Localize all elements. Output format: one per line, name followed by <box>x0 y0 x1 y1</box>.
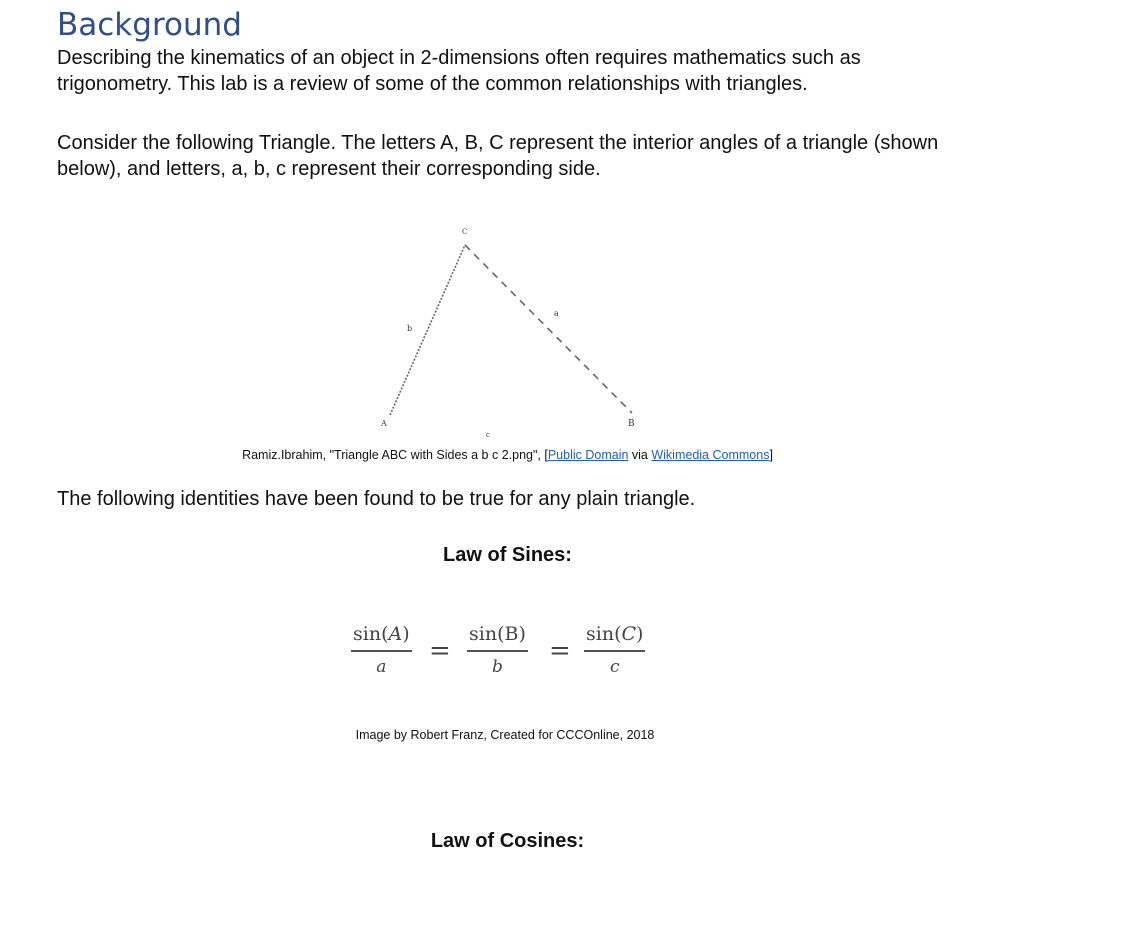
equals-sign: = <box>429 636 451 666</box>
denominator-a: a <box>376 657 387 677</box>
triangle-description-paragraph: Consider the following Triangle. The letters A, B, C represent the interior angles of a triangle (shown below), and letters, a, b, c represent their corresponding side. <box>57 132 939 180</box>
fraction-bar <box>584 650 645 652</box>
section-heading: Background <box>57 7 242 43</box>
vertex-b-label: B <box>628 419 635 429</box>
triangle-figure <box>340 210 660 445</box>
caption-suffix: ] <box>769 448 773 462</box>
side-a-label: a <box>554 309 559 318</box>
image-credit: Image by Robert Franz, Created for CCCOnline, 2018 <box>355 728 655 742</box>
fraction-sin-a <box>351 620 412 678</box>
vertex-a-label: A <box>381 419 387 428</box>
triangle-diagram <box>340 210 660 445</box>
fraction-bar <box>467 650 528 652</box>
numerator-sin-a: sin(A) <box>353 623 410 645</box>
figure-caption <box>0 447 1015 463</box>
wikimedia-commons-link[interactable]: Wikimedia Commons <box>651 448 770 462</box>
caption-via: via <box>628 448 652 462</box>
denominator-c: c <box>609 657 620 677</box>
numerator-sin-b: sin(B) <box>469 623 526 645</box>
side-b-label: b <box>407 324 413 333</box>
side-b-line <box>390 245 465 415</box>
denominator-b: b <box>491 657 503 677</box>
numerator-sin-c: sin(C) <box>586 623 644 645</box>
law-of-sines-formula <box>345 620 675 685</box>
side-c-label: c <box>486 431 490 439</box>
law-of-cosines-title: Law of Cosines: <box>430 830 585 852</box>
intro-paragraph: Describing the kinematics of an object in 2-dimensions often requires mathematics such as trigonometry. This lab is a review of some of the common relationships with triangles. <box>57 47 861 95</box>
identities-paragraph: The following identities have been found to be true for any plain triangle. <box>57 488 696 510</box>
vertex-c-label: C <box>462 228 468 236</box>
fraction-sin-b <box>467 620 528 678</box>
public-domain-link[interactable]: Public Domain <box>547 448 629 462</box>
fraction-sin-c <box>584 620 645 678</box>
law-of-sines-title: Law of Sines: <box>443 544 572 566</box>
caption-prefix: Ramiz.Ibrahim, "Triangle ABC with Sides a b c 2.png", [ <box>242 448 548 462</box>
fraction-bar <box>351 650 412 652</box>
side-a-line <box>465 245 632 413</box>
equals-sign: = <box>549 636 571 666</box>
